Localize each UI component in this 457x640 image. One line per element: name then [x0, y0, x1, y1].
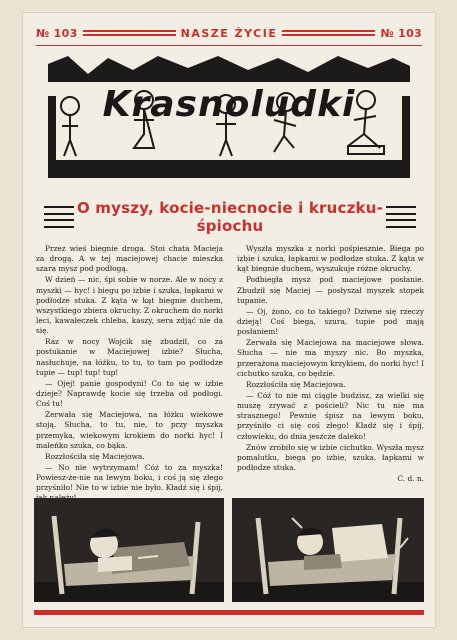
- paragraph: Zerwała się Maciejowa na maciejowe słowa. Słucha — nie ma myszy nic. Bo myszka, przerażona maciejowym krzykiem, do norki hyc! I cichutko szuka, co będzie.: [237, 338, 424, 378]
- paragraph: Zerwała się Maciejowa, na łóżku wiekowe stoją. Słucha, to tu, nie, to przy myszka przemyka, wiekowym krokiem do norki hyc! I maleńko szuka, co bąka.: [36, 410, 223, 450]
- masthead-rule-right: [282, 30, 375, 36]
- bottom-red-bar: [34, 610, 424, 615]
- woman-in-bed-icon: [34, 498, 224, 602]
- article-column-right: [237, 244, 424, 496]
- newspaper-page: [22, 12, 436, 628]
- paragraph: Rozzłościła się Maciejowa.: [246, 379, 346, 389]
- paragraph: — Cóż to nie mi ciągle budzisz, za wielki się muszę zrywać z pościeli? Nic tu nie ma strasznego! Pewnie śpisz na lewym boku, przyśniło ci się coś złego! Kładź się i śpij, człowieku, do dnia jeszcze daleko!: [237, 390, 424, 441]
- paragraph: W dzień — nic, śpi sobie w norze. Ale w nocy z myszki — hyc! i biegu po izbie i szuka, łapkami w podłodze stuka. Z kąta w kąt biegnie duchem, wszystkiego zbiera okruchy. Z okruchem do norki leci, kawałeczek chleba, kaszy, sera zdjąć nie da się.: [36, 275, 223, 336]
- masthead-rule-left: [83, 30, 176, 36]
- article-column-left: [36, 244, 223, 496]
- header-title: Krasnoludki: [102, 84, 356, 125]
- paragraph: — No nie wytrzymam! Cóż to za myszka! Powiesz-że-nie na lewym boku, i coś ją się złego przyśniło! Nie to w izbie nie było. Kładź się i śpij,: [36, 462, 223, 493]
- paragraph: Rozzłościła się Maciejowa.: [45, 451, 145, 461]
- illustration-woman-in-bed-right: [232, 498, 424, 602]
- article-body: [36, 244, 424, 496]
- paragraph: — Oj, żono, co to takiego? Dziwne się rzeczy dzieją! Coś biega, szura, tupie pod mają posłaniem!: [237, 306, 424, 337]
- illustration-woman-in-bed-left: [34, 498, 224, 602]
- issue-number-left: № 103: [36, 26, 78, 40]
- continuation-note: C. d. n.: [397, 474, 424, 484]
- paragraph: Podbiegła mysz pod maciejowe posłanie. Zbudził się Maciej — posłyszał myszek stopek tupanie.: [237, 275, 424, 305]
- paragraph: Znów zrobiło się w izbie cichutko. Wyszła mysz pomalutku, biega po izbie, szuka, łapkami w podłodze stuka.: [237, 442, 424, 472]
- masthead-underline: [36, 45, 422, 46]
- woman-in-bed-icon: [232, 498, 424, 602]
- issue-number-right: № 103: [380, 26, 423, 40]
- masthead: [36, 24, 422, 42]
- paragraph: Przez wieś biegnie droga. Stoi chata Macieja za drogą. A w tej maciejowej chacie mieszka szara mysz pod podłogą.: [36, 244, 223, 274]
- paragraph: Wyszła myszka z norki pośpiesznie. Biega po izbie i szuka, łapkami w podłodze stuka. Z kąta w kąt biegnie duchem, wyszukuje różne okruchy.: [237, 244, 424, 274]
- paragraph: Raz w nocy Wojcik się zbudził, co za postukanie w Maciejowej izbie? Słucha, nasłuchuje, na łóżku, to tu, to tam po podłodze tupie — tup! tup! tup!: [36, 337, 223, 377]
- subtitle-stripes-right: [386, 206, 416, 228]
- paragraph: — Ojej! panie gospodyni! Co to się w izbie dzieje? Naprawdę kocie się trzeba od podłogi. Coś tu!: [36, 378, 223, 409]
- subtitle-banner: [44, 200, 416, 234]
- article-subtitle: O myszy, kocie-niecnocie i kruczku-śpiochu: [76, 199, 384, 235]
- subtitle-stripes-left: [44, 206, 74, 228]
- masthead-title: NASZE ŻYCIE: [180, 26, 278, 40]
